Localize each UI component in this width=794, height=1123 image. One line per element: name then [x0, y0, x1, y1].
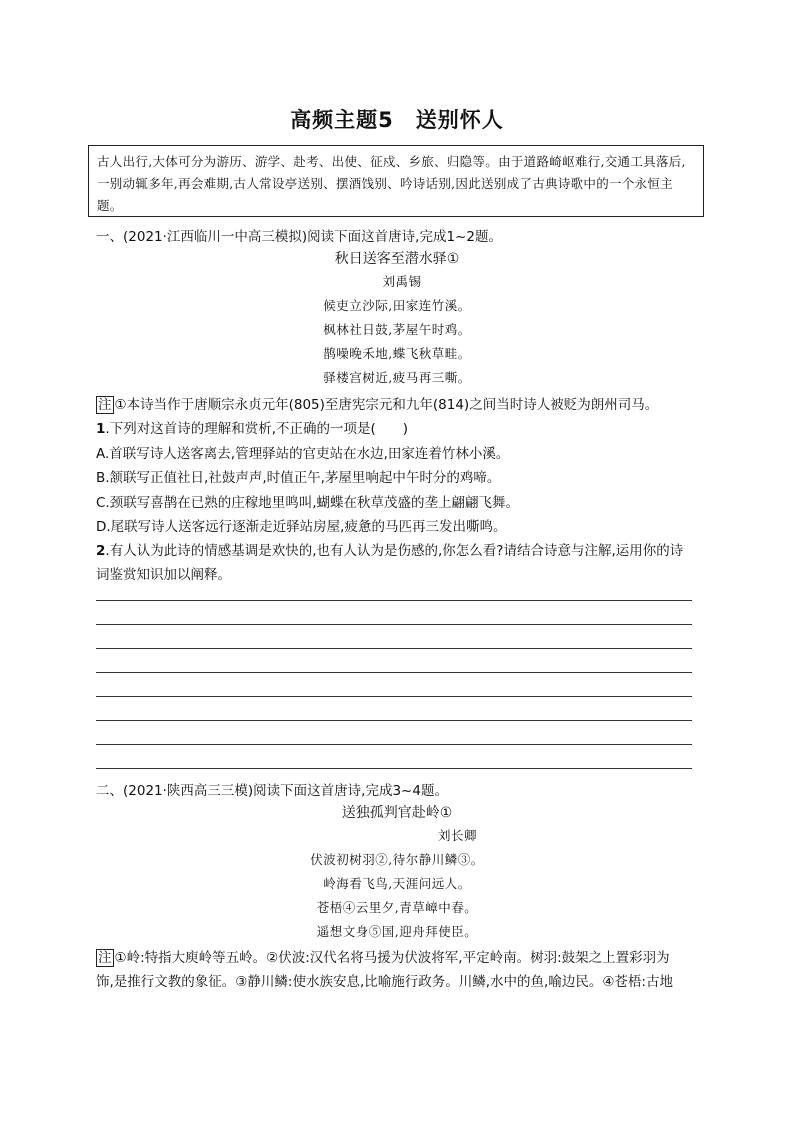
- poem1-author: 刘禹锡: [382, 274, 422, 289]
- question-2: [96, 539, 683, 559]
- option-d: D.尾联写诗人送客远行逐渐走近驿站房屋,疲惫的马匹再三发出嘶鸣。: [96, 519, 507, 535]
- poem1-title: 秋日送客至潜水驿①: [334, 251, 460, 267]
- answer-line[interactable]: [96, 720, 692, 721]
- poem2-note-continued: 饰,是推行文教的象征。③静川鳞:使水族安息,比喻施行政务。川鳞,水中的鱼,喻边民。④苍梧:古地: [96, 974, 673, 990]
- question-text: .有人认为此诗的情感基调是欢快的,也有人认为是伤感的,你怎么看?请结合诗意与注解,运用你的诗: [105, 543, 684, 559]
- note-text: ①本诗当作于唐顺宗永贞元年(805)至唐宪宗元和九年(814)之间当时诗人被贬为朗州司马。: [114, 397, 659, 413]
- poem2-note: [96, 946, 670, 966]
- question-text: .下列对这首诗的理解和赏析,不正确的一项是( ): [105, 421, 409, 437]
- poem2-line: 苍梧④云里夕,青草嶂中春。: [316, 900, 478, 915]
- question-1: [96, 417, 408, 437]
- intro-box: 古人出行,大体可分为游历、游学、赴考、出使、征戍、乡旅、归隐等。由于道路崎岖难行,交通工具落后,一别动辄多年,再会难期,古人常设亭送别、摆酒饯别、吟诗话别,因此送别成了古典诗歌中的一个永恒主题。: [88, 145, 704, 217]
- note-mark: 注: [98, 950, 112, 966]
- question-number: 2: [96, 543, 106, 559]
- answer-line[interactable]: [96, 744, 692, 745]
- note-mark: 注: [98, 397, 112, 413]
- poem2-title: 送独孤判官赴岭①: [341, 805, 453, 821]
- question-number: 1: [96, 421, 106, 437]
- answer-line[interactable]: [96, 648, 692, 649]
- answer-line[interactable]: [96, 624, 692, 625]
- poem1-line: 候吏立沙际,田家连竹溪。: [323, 298, 471, 313]
- poem2-author: 刘长卿: [438, 828, 478, 843]
- poem2-line: 岭海看飞鸟,天涯问远人。: [323, 876, 471, 891]
- poem1-line: 驿楼宫树近,疲马再三嘶。: [323, 370, 471, 385]
- poem2-line: 伏波初树羽②,待尔静川鳞③。: [310, 852, 484, 867]
- section1-heading: 一、(2021·江西临川一中高三模拟)阅读下面这首唐诗,完成1~2题。: [96, 229, 502, 245]
- answer-line[interactable]: [96, 696, 692, 697]
- poem2-line: 遥想文身⑤国,迎舟拜使臣。: [316, 924, 478, 939]
- answer-line[interactable]: [96, 768, 692, 769]
- poem1-note: [96, 393, 658, 413]
- section2-heading: 二、(2021·陕西高三三模)阅读下面这首唐诗,完成3~4题。: [96, 783, 448, 799]
- option-c: C.颈联写喜鹊在已熟的庄稼地里鸣叫,蝴蝶在秋草茂盛的垄上翩翩飞舞。: [96, 495, 520, 511]
- page-title: 高频主题5 送别怀人: [290, 108, 504, 132]
- note-text: ①岭:特指大庾岭等五岭。②伏波:汉代名将马援为伏波将军,平定岭南。树羽:鼓架之上置彩羽为: [114, 950, 670, 966]
- option-b: B.颔联写正值社日,社鼓声声,时值正午,茅屋里响起中午时分的鸡啼。: [96, 470, 501, 486]
- answer-line[interactable]: [96, 672, 692, 673]
- answer-line[interactable]: [96, 600, 692, 601]
- poem1-line: 鹊噪晚禾地,蝶飞秋草畦。: [323, 346, 471, 361]
- poem1-line: 枫林社日鼓,茅屋午时鸡。: [323, 322, 471, 337]
- question-2-continued: 词鉴赏知识加以阐释。: [96, 567, 231, 583]
- option-a: A.首联写诗人送客离去,管理驿站的官吏站在水边,田家连着竹林小溪。: [96, 446, 510, 462]
